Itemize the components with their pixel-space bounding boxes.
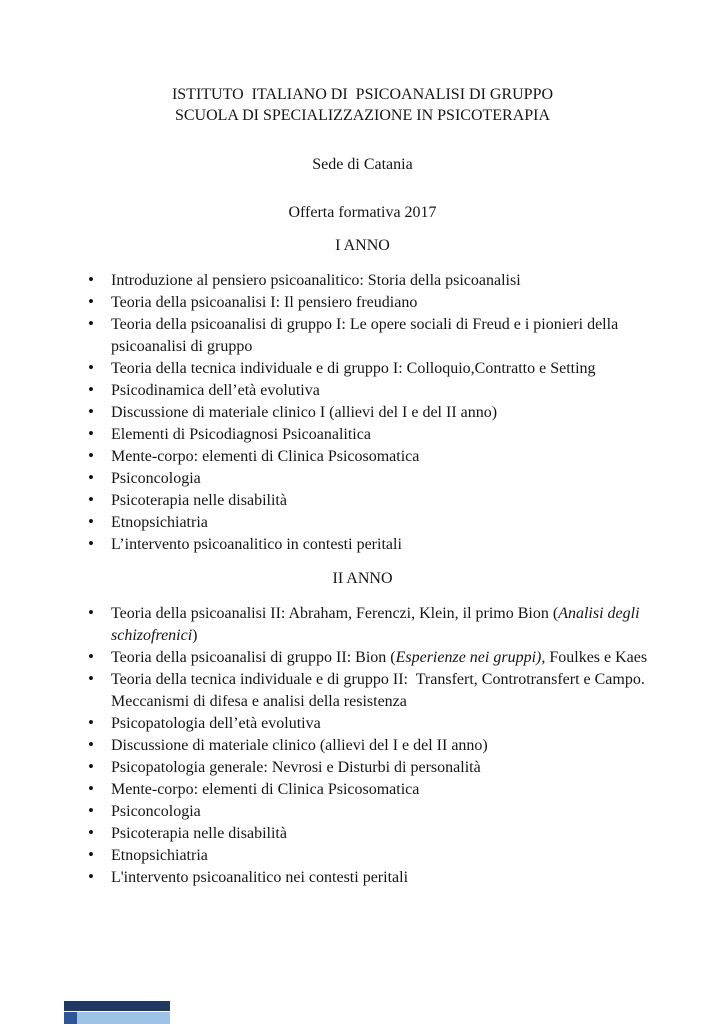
item-text: Etnopsichiatria (111, 847, 208, 864)
list-item (86, 669, 664, 713)
spacer (0, 126, 725, 140)
list-item (86, 402, 664, 424)
item-text: Psicodinamica dell’età evolutiva (111, 382, 320, 399)
section-heading-anno-1: I ANNO (335, 237, 390, 254)
location-subtitle: Sede di Catania (312, 156, 413, 173)
list-item (86, 845, 664, 867)
graphic-dark-bar (64, 1001, 170, 1011)
list-item (86, 512, 664, 534)
next-page-fragment-graphic (64, 1001, 170, 1024)
list-item (86, 713, 664, 735)
item-text-italic: Analisi degli schizofrenici (111, 605, 644, 644)
list-item (86, 801, 664, 823)
item-text: Teoria della psicoanalisi di gruppo II: Bion ( (111, 649, 396, 666)
item-text: Introduzione al pensiero psicoanalitico: Storia della psicoanalisi (111, 272, 521, 289)
list-item (86, 424, 664, 446)
item-text: ) (192, 627, 198, 644)
spacer (0, 175, 725, 189)
item-text: Teoria della psicoanalisi I: Il pensiero freudiano (111, 294, 418, 311)
item-text: Psicopatologia generale: Nevrosi e Disturbi di personalità (111, 759, 481, 776)
list-item (86, 468, 664, 490)
item-text: L'intervento psicoanalitico nei contesti peritali (111, 869, 409, 886)
page-title-line-1: ISTITUTO ITALIANO DI PSICOANALISI DI GRUPPO (171, 86, 554, 103)
item-text: Psicoterapia nelle disabilità (111, 825, 287, 842)
list-item (86, 380, 664, 402)
section-heading-anno-2: II ANNO (332, 570, 393, 587)
document-header (0, 84, 725, 223)
item-text: Etnopsichiatria (111, 514, 208, 531)
item-text: L’intervento psicoanalitico in contesti peritali (111, 536, 402, 553)
item-text: Foulkes e Kaes (545, 649, 648, 666)
list-item (86, 779, 664, 801)
item-text: Mente-corpo: elementi di Clinica Psicosomatica (111, 781, 420, 798)
item-text: Teoria della psicoanalisi di gruppo I: Le opere sociali di Freud e i pionieri della psicoanalisi di gruppo (111, 316, 623, 355)
course-list-anno-2 (0, 603, 724, 889)
item-text: Elementi di Psicodiagnosi Psicoanalitica (111, 426, 371, 443)
list-item (86, 603, 664, 647)
item-text: Psicopatologia dell’età evolutiva (111, 715, 321, 732)
item-text: Psiconcologia (111, 470, 201, 487)
page-title-line-2: SCUOLA DI SPECIALIZZAZIONE IN PSICOTERAPIA (174, 107, 551, 124)
list-item (86, 314, 664, 358)
item-text: Teoria della tecnica individuale e di gruppo I: Colloquio,Contratto e Setting (111, 360, 596, 377)
item-text: Psicoterapia nelle disabilità (111, 492, 287, 509)
item-text: Psiconcologia (111, 803, 201, 820)
item-text: Mente-corpo: elementi di Clinica Psicosomatica (111, 448, 420, 465)
item-text: Discussione di materiale clinico (allievi del I e del II anno) (111, 737, 488, 754)
offer-subtitle: Offerta formativa 2017 (288, 204, 437, 221)
list-item (86, 823, 664, 845)
list-item (86, 490, 664, 512)
graphic-light-segment (77, 1012, 170, 1024)
course-list-anno-1 (0, 270, 724, 556)
list-item (86, 446, 664, 468)
list-item (86, 534, 664, 556)
list-item (86, 270, 664, 292)
graphic-medium-segment (64, 1012, 77, 1024)
item-text-italic: Esperienze nei gruppi), (395, 649, 546, 666)
list-item (86, 867, 664, 889)
item-text: Teoria della tecnica individuale e di gruppo II: Transfert, Controtransfert e Campo. Meccanismi di difesa e analisi della resistenza (111, 671, 649, 710)
list-item (86, 358, 664, 380)
item-text: Teoria della psicoanalisi II: Abraham, Ferenczi, Klein, il primo Bion ( (111, 605, 559, 622)
list-item (86, 647, 664, 669)
item-text: Discussione di materiale clinico I (allievi del I e del II anno) (111, 404, 498, 421)
list-item (86, 735, 664, 757)
graphic-light-bar (64, 1012, 170, 1024)
list-item (86, 292, 664, 314)
list-item (86, 757, 664, 779)
